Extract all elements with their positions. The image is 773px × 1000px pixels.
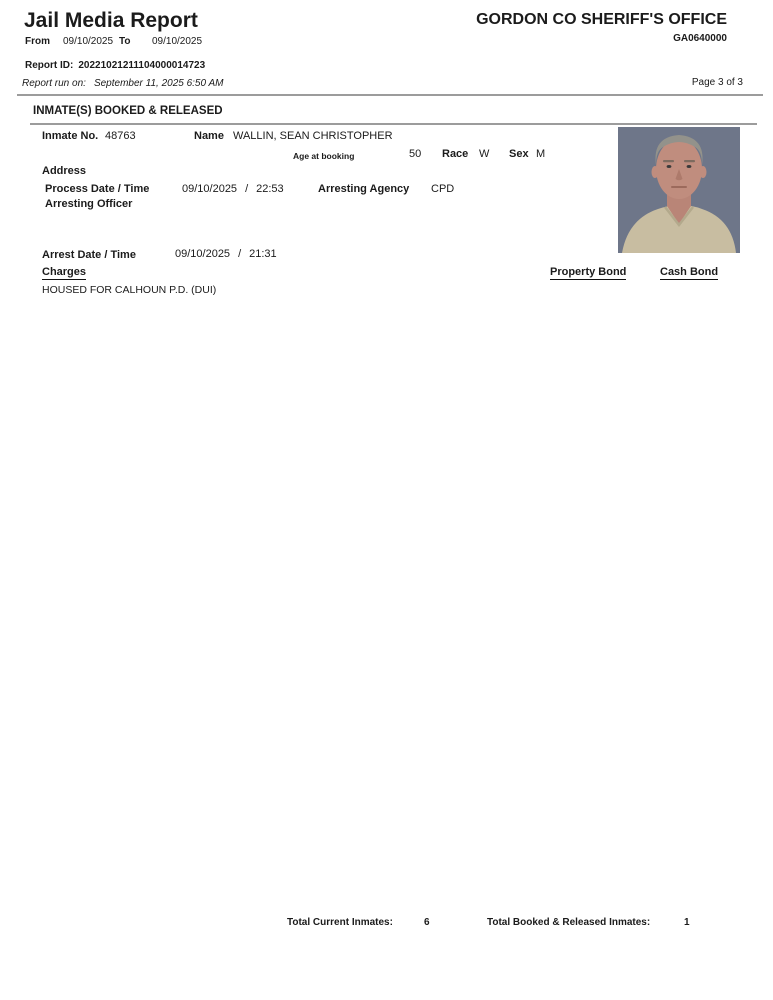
property-bond-column-header (550, 266, 626, 278)
name-label: Name (194, 130, 224, 142)
mugshot-eye-left (667, 165, 672, 168)
arresting-agency-value: CPD (431, 183, 455, 195)
process-slash: / (245, 183, 249, 195)
mugshot-brow-left (663, 160, 674, 162)
charges-column-header (42, 266, 86, 278)
age-value: 50 (409, 148, 422, 160)
process-time: 22:53 (256, 183, 284, 195)
cash-bond-column-header (660, 266, 718, 278)
page-indicator: Page 3 of 3 (691, 77, 743, 88)
report-id-label: Report ID: (25, 60, 74, 71)
section-title: INMATE(S) BOOKED & RELEASED (33, 105, 223, 117)
mugshot-eye-right (687, 165, 692, 168)
agency-code: GA0640000 (673, 33, 727, 44)
run-on-value: September 11, 2025 6:50 AM (93, 78, 224, 89)
report-title: Jail Media Report (24, 9, 198, 32)
sex-label: Sex (509, 148, 529, 160)
report-id-row (25, 60, 205, 71)
name-value: WALLIN, SEAN CHRISTOPHER (233, 130, 393, 142)
total-current-inmates-label: Total Current Inmates: (287, 917, 393, 928)
property-bond-label: Property Bond (550, 266, 627, 278)
inmate-no-label: Inmate No. (42, 130, 99, 142)
charges-label: Charges (42, 266, 87, 278)
race-value: W (479, 148, 490, 160)
inmate-no-value: 48763 (105, 130, 136, 142)
charge-item: HOUSED FOR CALHOUN P.D. (DUI) (42, 284, 217, 296)
from-date-value: 09/10/2025 (63, 36, 114, 47)
section-divider (30, 123, 757, 125)
arrest-slash: / (238, 248, 242, 260)
sex-value: M (536, 148, 546, 160)
total-booked-released-value: 1 (684, 917, 690, 928)
from-label: From (25, 36, 50, 47)
cash-bond-label: Cash Bond (660, 266, 719, 278)
report-id-value: 20221021211104000014723 (78, 60, 206, 71)
office-name: GORDON CO SHERIFF'S OFFICE (476, 11, 727, 28)
run-on-label: Report run on: (22, 78, 86, 89)
arresting-agency-label: Arresting Agency (318, 183, 410, 195)
arrest-time: 21:31 (249, 248, 277, 260)
address-label: Address (42, 165, 87, 177)
arrest-date-time-label: Arrest Date / Time (42, 249, 136, 261)
inmate-mugshot (618, 127, 740, 253)
arresting-officer-label: Arresting Officer (45, 198, 133, 210)
arrest-date-time-value (175, 248, 277, 260)
age-at-booking-label: Age at booking (293, 151, 355, 161)
mugshot-brow-right (684, 160, 695, 162)
run-on-row (22, 78, 223, 89)
arrest-date: 09/10/2025 (175, 248, 231, 260)
total-booked-released-label: Total Booked & Released Inmates: (487, 917, 651, 928)
process-date: 09/10/2025 (182, 183, 238, 195)
race-label: Race (442, 148, 469, 160)
to-date-value: 09/10/2025 (152, 36, 203, 47)
to-label: To (119, 36, 131, 47)
mugshot-mouth (671, 186, 687, 188)
total-current-inmates-value: 6 (424, 917, 430, 928)
process-date-time-label: Process Date / Time (45, 183, 150, 195)
process-date-time-value (182, 183, 284, 195)
header-divider (17, 94, 763, 96)
